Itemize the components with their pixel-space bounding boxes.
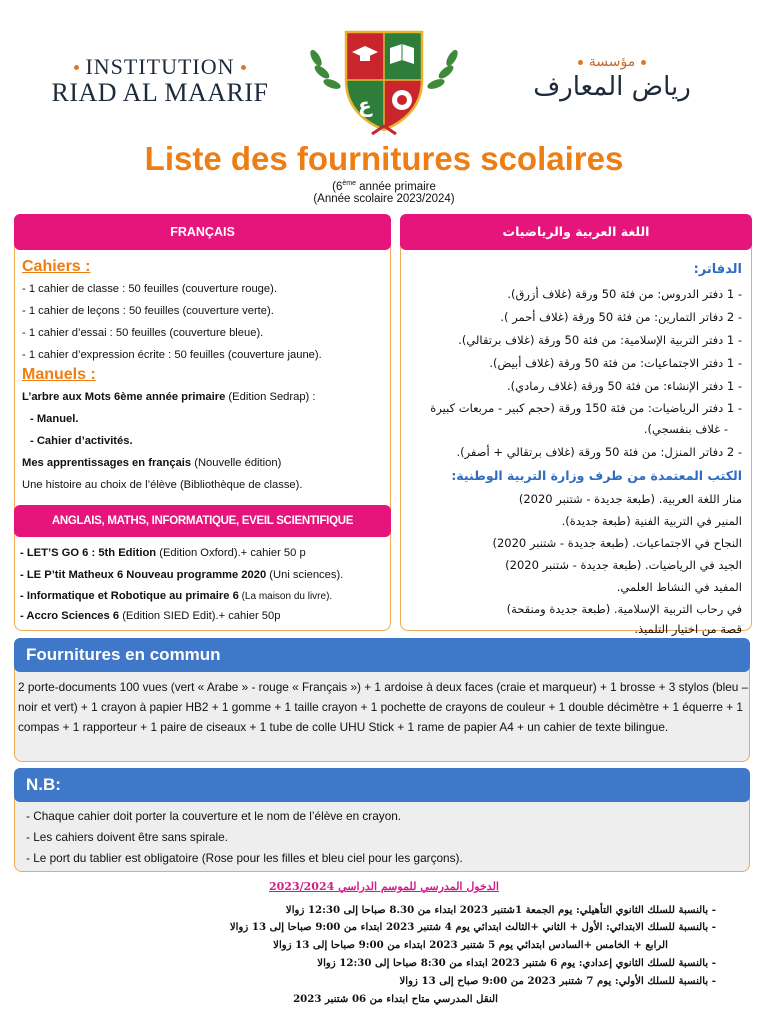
arabe-cahier-item: - 1 دفتر الإنشاء: من فئة 50 ورقة (غلاف رمادي). xyxy=(506,379,742,393)
institution-ar-line2: رياض المعارف xyxy=(533,72,691,102)
institution-line2: RIAD AL MAARIF xyxy=(51,78,269,107)
rentree-line: الرابع + الخامس +السادس ابتدائي يوم 5 شتنبر 2023 ابتداء من 9:00 صباحا إلى 13 زوالا xyxy=(273,939,668,951)
arabe-book-item: المنير في التربية الفنية (طبعة جديدة). xyxy=(561,514,742,528)
institution-ar-line1: مؤسسة xyxy=(588,54,636,70)
arabe-books-title: الكتب المعتمدة من طرف وزارة التربية الوطنية: xyxy=(451,468,742,483)
arabe-book-item: المفيد في النشاط العلمي. xyxy=(616,580,742,594)
arabe-cahier-item: - 2 دفاتر المنزل: من فئة 50 ورقة (غلاف برتقالي + أصفر). xyxy=(456,445,742,459)
manuel-item: Mes apprentissages en français (Nouvelle édition) xyxy=(22,457,282,469)
institution-name-ar xyxy=(482,54,742,102)
rentree-line: - بالنسبة للسلك الابتدائي: الأول + الثاني +الثالث ابتدائي يوم 4 شتنبر 2023 ابتداء من 9:00 صباحا إلى 13 زوالا xyxy=(229,921,716,933)
grade-subtitle: (6ème année primaire xyxy=(332,180,436,193)
francais-header: FRANÇAIS xyxy=(14,214,391,250)
anglais-item: - Informatique et Robotique au primaire 6 (La maison du livre). xyxy=(20,590,333,602)
rentree-line: - بالنسبة للسلك الثانوي إعدادي: يوم 6 شتنبر 2023 ابتداء من 8:30 صباحا إلى 12:30 زوالا xyxy=(317,957,716,969)
cahier-item: - 1 cahier d’expression écrite : 50 feuilles (couverture jaune). xyxy=(22,349,322,361)
cahier-item: - 1 cahier de leçons : 50 feuilles (couverture verte). xyxy=(22,305,274,317)
institution-line1: INSTITUTION xyxy=(85,54,235,79)
crest-letter: ع xyxy=(358,93,372,117)
arabe-cahier-item: - 1 دفتر الرياضيات: من فئة 150 ورقة (حجم كبير - مربعات كبيرة xyxy=(430,401,742,415)
common-supplies-title: Fournitures en commun xyxy=(14,638,750,672)
rentree-title: الدخول المدرسي للموسم الدراسي 2023/2024 xyxy=(269,880,499,893)
arabe-cahier-item: - 1 دفتر الدروس: من فئة 50 ورقة (غلاف أزرق). xyxy=(507,287,742,301)
nb-item: - Les cahiers doivent être sans spirale. xyxy=(26,830,228,844)
arabe-cahiers-title: الدفاتر: xyxy=(693,262,742,277)
dot-ornament-icon xyxy=(241,65,246,70)
nb-title: N.B: xyxy=(14,768,750,802)
rentree-line: - بالنسبة للسلك الثانوي التأهيلي: يوم الجمعة 1شتنبر 2023 ابتداء من 8.30 صباحا إلى 12:30 زوالا xyxy=(285,904,716,916)
cahier-item: - 1 cahier d’essai : 50 feuilles (couverture bleue). xyxy=(22,327,264,339)
arabe-book-item: النجاح في الاجتماعيات. (طبعة جديدة - شتنبر 2020) xyxy=(492,536,742,550)
cahiers-title: Cahiers : xyxy=(22,258,91,275)
arabe-book-item: الجيد في الرياضيات. (طبعة جديدة - شتنبر 2020) xyxy=(505,558,742,572)
manuel-sub-item: - Manuel. xyxy=(30,413,79,425)
arabe-book-item: قصة من اختيار التلميذ. xyxy=(634,622,742,636)
arabe-cahier-item: - 1 دفتر الاجتماعيات: من فئة 50 ورقة (غلاف أبيض). xyxy=(489,356,742,370)
school-year: (Année scolaire 2023/2024) xyxy=(313,193,455,205)
nb-item: - Le port du tablier est obligatoire (Rose pour les filles et bleu ciel pour les garçons). xyxy=(26,851,463,865)
anglais-header: ANGLAIS, MATHS, INFORMATIQUE, EVEIL SCIENTIFIQUE xyxy=(14,505,391,537)
anglais-item: - LET’S GO 6 : 5th Edition (Edition Oxford).+ cahier 50 p xyxy=(20,547,306,559)
anglais-item: - Accro Sciences 6 (Edition SIED Edit).+ cahier 50p xyxy=(20,610,281,622)
manuel-sub-item: - Cahier d’activités. xyxy=(30,435,133,447)
page-title: Liste des fournitures scolaires xyxy=(144,140,624,177)
manuels-title: Manuels : xyxy=(22,366,96,383)
arabe-cahier-item: - غلاف بنفسجي). xyxy=(643,422,728,436)
dot-ornament-icon xyxy=(578,60,583,65)
rentree-line: - بالنسبة للسلك الأولي: يوم 7 شتنبر 2023 من 9:00 صباح إلى 13 زوالا xyxy=(399,975,716,987)
arabe-cahier-item: - 1 دفتر التربية الإسلامية: من فئة 50 ورقة (غلاف برتقالي). xyxy=(458,333,742,347)
arabe-book-item: منار اللغة العربية. (طبعة جديدة - شتنبر 2020) xyxy=(518,492,742,506)
manuel-item: Une histoire au choix de l’élève (Bibliothèque de classe). xyxy=(22,479,303,491)
dot-ornament-icon xyxy=(74,65,79,70)
institution-name-fr xyxy=(30,54,290,108)
arabe-book-item: في رحاب التربية الإسلامية. (طبعة جديدة ومنقحة) xyxy=(506,602,742,616)
dot-ornament-icon xyxy=(641,60,646,65)
manuel-item: L’arbre aux Mots 6ème année primaire (Edition Sedrap) : xyxy=(22,391,316,403)
anglais-item: - LE P’tit Matheux 6 Nouveau programme 2020 (Uni sciences). xyxy=(20,569,344,581)
rentree-line: النقل المدرسي متاح ابتداء من 06 شتنبر 2023 xyxy=(293,993,498,1005)
nb-item: - Chaque cahier doit porter la couverture et le nom de l’élève en crayon. xyxy=(26,809,402,823)
arabe-header: اللغة العربية والرياضيات xyxy=(400,214,752,250)
cahier-item: - 1 cahier de classe : 50 feuilles (couverture rouge). xyxy=(22,283,277,295)
common-supplies-text: 2 porte-documents 100 vues (vert « Arabe » - rouge « Français ») + 1 ardoise à deux faces (craie et marqueur) + 1 brosse + 3 stylos (bleu – noir et vert) + 1 crayon à papier HB2 + 1 gomme + 1 taille crayon + 1 pochette de crayons de couleur + 1 double décimètre + 1 équerre + 1 compas + 1 rapporteur + 1 paire de ciseaux + 1 tube de colle UHU Stick + 1 rame de papier A4 + un cahier de texte bilingue. xyxy=(18,680,749,734)
school-crest-logo xyxy=(300,22,468,140)
arabe-cahier-item: - 2 دفاتر التمارين: من فئة 50 ورقة (غلاف أحمر ). xyxy=(500,310,742,324)
